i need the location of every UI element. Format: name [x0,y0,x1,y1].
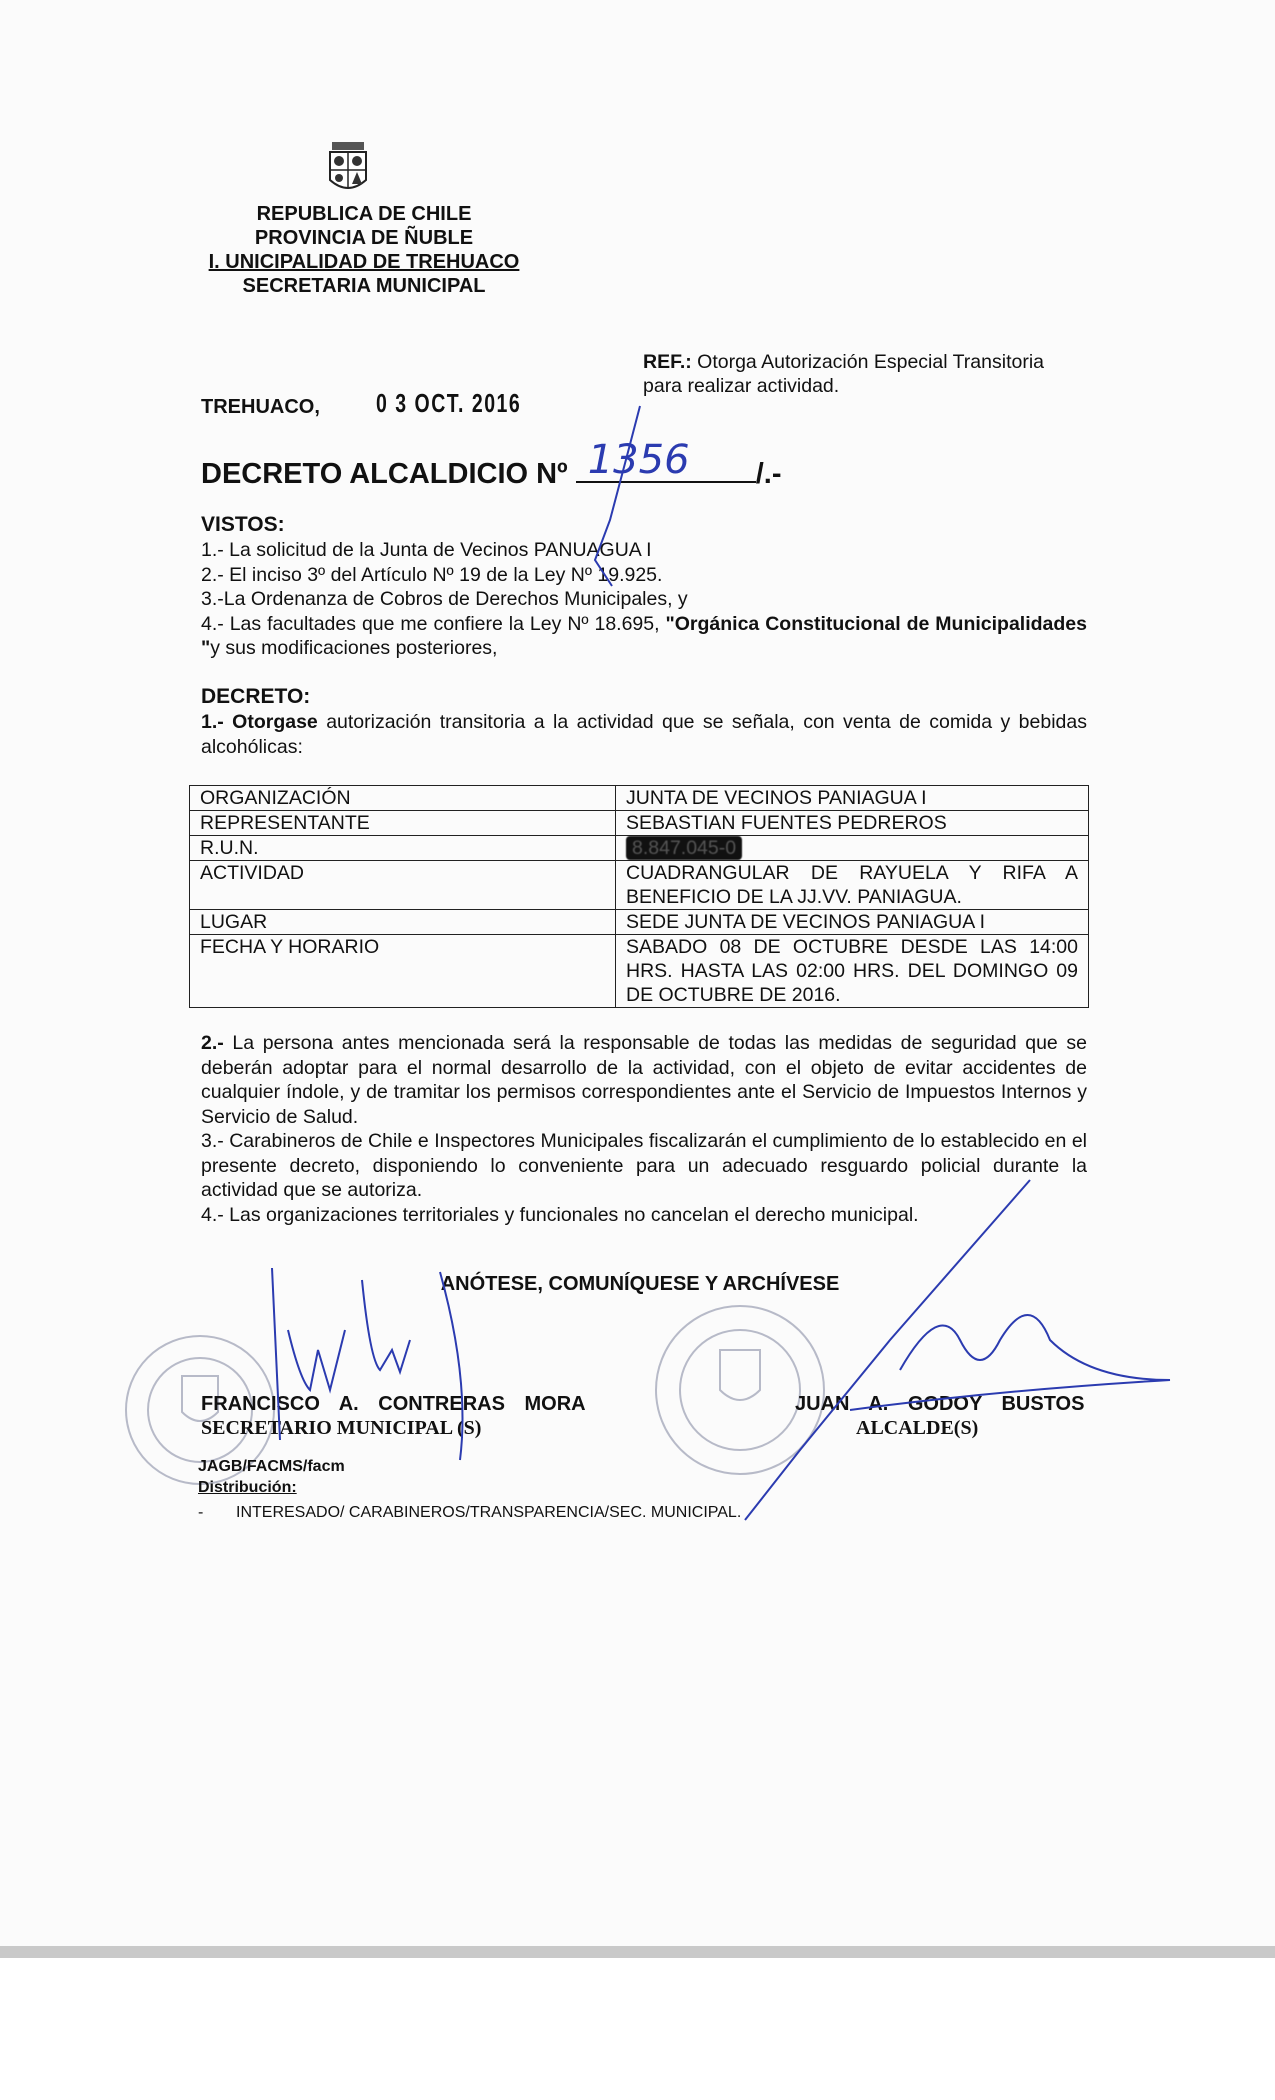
distribution-text: INTERESADO/ CARABINEROS/TRANSPARENCIA/SEC. MUNICIPAL. [236,1504,742,1521]
ref-label: REF.: [643,351,692,373]
vistos-item-text: 4.- Las facultades que me confiere la Ley Nº 18.695, [201,612,666,635]
letterhead-line: PROVINCIA DE ÑUBLE [254,227,474,249]
row-label: ACTIVIDAD [190,861,616,910]
ref-text: Otorga Autorización Especial Transitoria [691,351,1045,373]
decree-number-handwritten: 1356 [587,437,690,483]
secretary-signature [272,1268,463,1460]
law-name: "Orgánica Constitucional de Municipalidades " [201,612,1087,659]
letterhead-line: I. UNICIPALIDAD DE TREHUACO [208,251,520,273]
secretary-name: FRANCISCO A. CONTRERAS MORA [201,1393,586,1415]
mayor-name: JUAN A. GODOY BUSTOS [795,1393,1085,1415]
ref-text-2: para realizar actividad. [643,375,840,397]
row-value: SEBASTIAN FUENTES PEDREROS [616,811,1089,836]
letterhead-line: SECRETARIA MUNICIPAL [242,275,486,297]
row-value: SABADO 08 DE OCTUBRE DESDE LAS 14:00 HRS. HASTA LAS 02:00 HRS. DEL DOMINGO 09 DE OCTUBRE DE 2016. [616,935,1089,1008]
vistos-item: 1.- La solicitud de la Junta de Vecinos PANUAGUA I [201,539,652,561]
row-label: R.U.N. [190,836,616,861]
row-value: CUADRANGULAR DE RAYUELA Y RIFA A BENEFICIO DE LA JJ.VV. PANIAGUA. [616,861,1089,910]
row-label: REPRESENTANTE [190,811,616,836]
vistos-item: 2.- El inciso 3º del Artículo Nº 19 de la Ley Nº 19.925. [201,563,663,586]
paragraph-4: 4.- Las organizaciones territoriales y funcionales no cancelan el derecho municipal. [201,1203,919,1226]
vistos-heading: VISTOS: [201,513,285,536]
date-stamp: 0 3 OCT. 2016 [376,388,522,418]
row-label: FECHA Y HORARIO [190,935,616,1008]
mayor-role: ALCALDE(S) [856,1417,979,1439]
row-label: ORGANIZACIÓN [190,786,616,811]
secretary-role: SECRETARIO MUNICIPAL (S) [201,1417,482,1439]
row-label: LUGAR [190,910,616,935]
decreto-heading: DECRETO: [201,685,311,708]
paragraph-text: La persona antes mencionada será la responsable de todas las medidas de seguridad que se deberán adoptar para el normal desarrollo de la actividad, con el objeto de evitar accidentes de cualquier índole, y de tramitar los permisos correspondientes ante el Servicio de Impuestos Internos y Servicio de Salud. [201,1032,1087,1128]
decree-suffix: /.- [755,458,782,490]
redacted-run: 8.847.045-0 [626,836,742,860]
closing-formula: ANÓTESE, COMUNÍQUESE Y ARCHÍVESE [440,1273,840,1295]
distribution-heading: Distribución: [198,1479,297,1496]
mayor-signature [745,1180,1170,1520]
distribution-item: - INTERESADO/ CARABINEROS/TRANSPARENCIA/SEC. MUNICIPAL. [198,1504,742,1521]
decree-title-text: DECRETO ALCALDICIO Nº [201,458,568,490]
vistos-item-text: y sus modificaciones posteriores, [210,637,498,659]
row-value: SEDE JUNTA DE VECINOS PANIAGUA I [616,910,1089,935]
decreto-item-text: autorización transitoria a la actividad que se señala, con venta de comida y bebidas alcohólicas: [201,711,1087,758]
letterhead-line: REPUBLICA DE CHILE [256,203,472,225]
initials: JAGB/FACMS/facm [198,1458,345,1475]
ink-stroke [595,406,640,586]
decreto-item-bold: 1.- Otorgase [201,711,318,733]
scan-edge [0,1946,1275,1958]
paragraph-number: 2.- [201,1032,224,1054]
paragraph-3: 3.- Carabineros de Chile e Inspectores Municipales fiscalizarán el cumplimiento de lo establecido en el presente decreto, disponiendo lo conveniente para un adecuado resguardo policial durante la actividad que se autoriza. [201,1130,1087,1201]
row-value: JUNTA DE VECINOS PANIAGUA I [616,786,1089,811]
vistos-item: 3.-La Ordenanza de Cobros de Derechos Municipales, y [201,588,688,610]
place: TREHUACO, [201,396,320,418]
